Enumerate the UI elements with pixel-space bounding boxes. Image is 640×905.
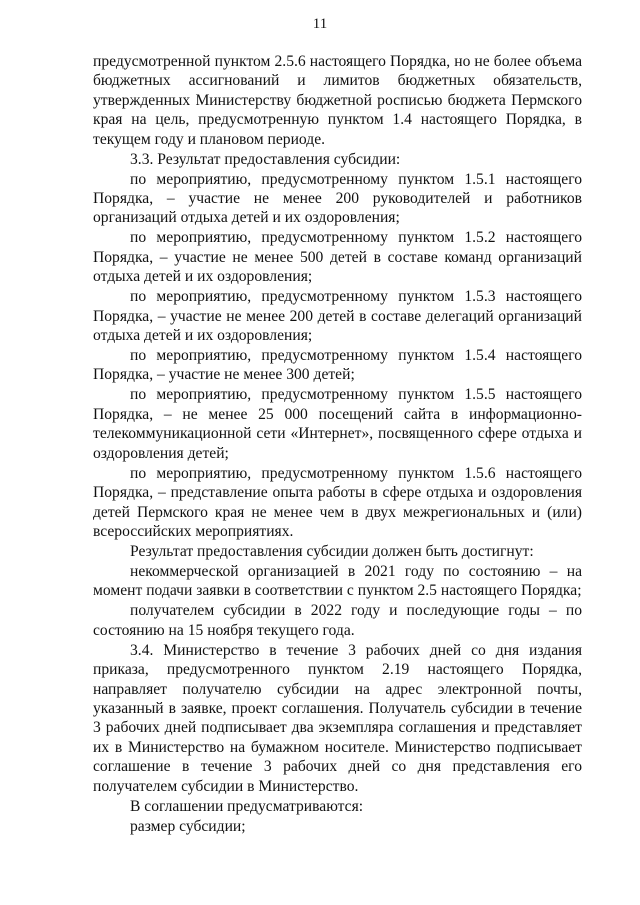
paragraph: размер субсидии; bbox=[130, 817, 246, 835]
paragraph: В соглашении предусматриваются: bbox=[130, 797, 364, 815]
paragraph: 3.3. Результат предоставления субсидии: bbox=[130, 150, 401, 168]
paragraph: по мероприятию, предусмотренному пунктом 1.5.3 настоящего Порядка, – участие не менее 200 детей в составе делегаций организаций отдыха детей и их оздоровления; bbox=[93, 288, 582, 345]
paragraph: получателем субсидии в 2022 году и последующие годы – по состоянию на 15 ноября текущего года. bbox=[93, 602, 582, 639]
paragraph: некоммерческой организацией в 2021 году по состоянию – на момент подачи заявки в соответствии с пунктом 2.5 настоящего Порядка; bbox=[93, 562, 582, 600]
paragraph: по мероприятию, предусмотренному пунктом 1.5.2 настоящего Порядка, – участие не менее 500 детей в составе команд организаций отдыха детей и их оздоровления; bbox=[93, 229, 582, 286]
page-number: 11 bbox=[312, 16, 328, 32]
paragraph: по мероприятию, предусмотренному пунктом 1.5.1 настоящего Порядка, – участие не менее 200 руководителей и работников организаций отдыха детей и их оздоровления; bbox=[93, 170, 582, 227]
paragraph: по мероприятию, предусмотренному пунктом 1.5.6 настоящего Порядка, – представление опыта работы в сфере отдыха и оздоровления детей Пермского края не менее чем в двух межрегиональных и (или) всероссийских мероприятиях. bbox=[93, 464, 582, 540]
paragraph: по мероприятию, предусмотренному пунктом 1.5.5 настоящего Порядка, – не менее 25 000 посещений сайта в информационно-телекоммуникационной сети «Интернет», посвященного сфере отдыха и оздоровления детей; bbox=[93, 386, 582, 462]
document-body bbox=[93, 52, 582, 837]
paragraph: предусмотренной пунктом 2.5.6 настоящего Порядка, но не более объема бюджетных ассигнований и лимитов бюджетных обязательств, утвержденных Министерству бюджетной росписью бюджета Пермского края на цель, предусмотренную пунктом 1.4 настоящего Порядка, в текущем году и плановом периоде. bbox=[93, 53, 582, 148]
paragraph: Результат предоставления субсидии должен быть достигнут: bbox=[130, 542, 534, 560]
paragraph: по мероприятию, предусмотренному пунктом 1.5.4 настоящего Порядка, – участие не менее 300 детей; bbox=[93, 347, 582, 384]
paragraph: 3.4. Министерство в течение 3 рабочих дней со дня издания приказа, предусмотренного пунктом 2.19 настоящего Порядка, направляет получателю субсидии на адрес электронной почты, указанный в заявке, проект соглашения. Получатель субсидии в течение 3 рабочих дней подписывает два экземпляра соглашения и представляет их в Министерство на бумажном носителе. Министерство подписывает соглашение в течение 3 рабочих дней со дня представления его получателем субсидии в Министерство. bbox=[93, 641, 582, 795]
